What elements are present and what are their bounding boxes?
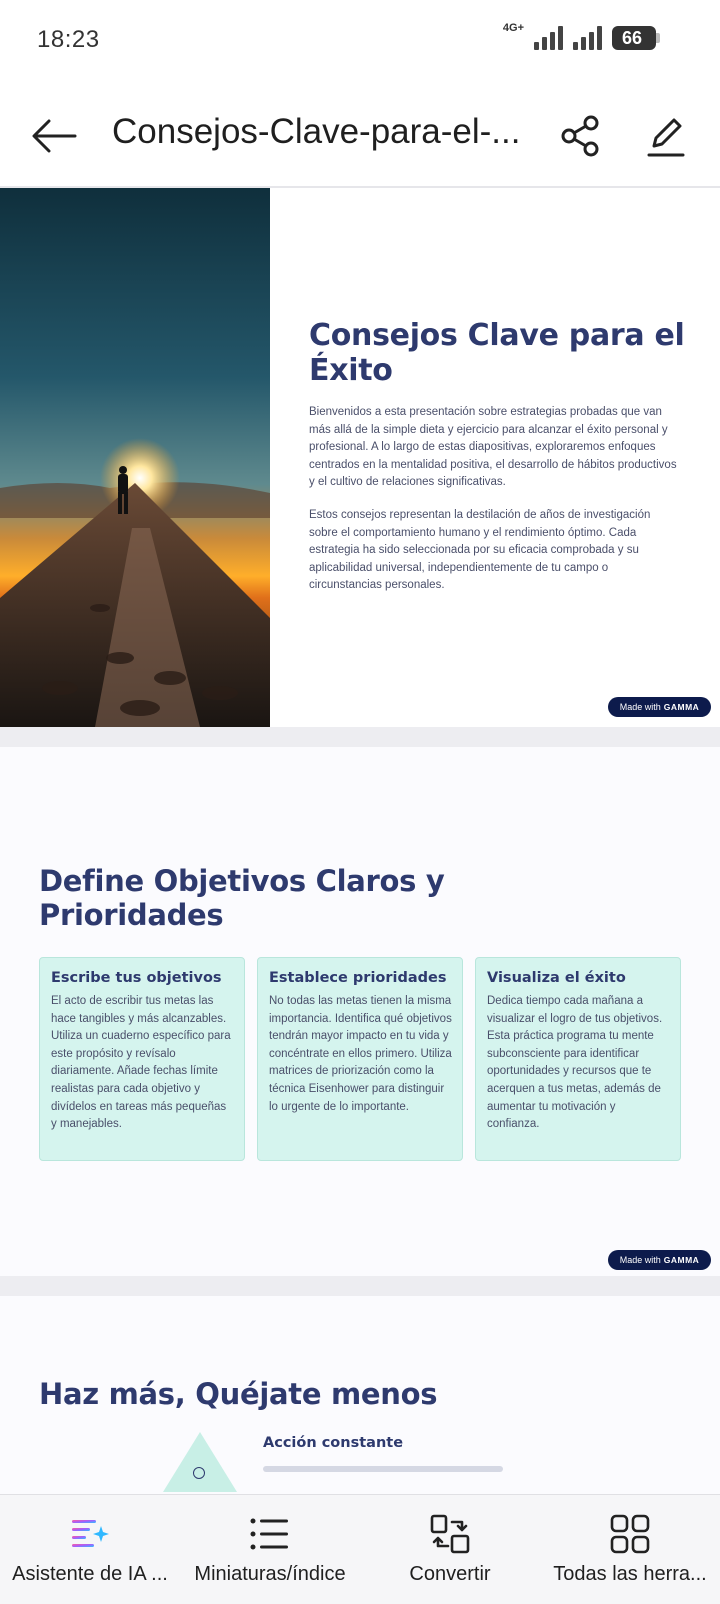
pencil-icon xyxy=(646,114,686,158)
slide-3-text-cutoff xyxy=(263,1466,503,1472)
slide-1-paragraph-1: Bienvenidos a esta presentación sobre estrategias probadas que van más allá de la simple dieta y ejercicio para alcanzar el éxito personal y profesional. A lo largo de estas diapositivas, exploraremos enfoques centrados en la mentalidad positiva, el desarrollo de hábitos productivos y el cultivo de relaciones significativas. xyxy=(309,406,677,489)
thumbnails-index-label: Miniaturas/índice xyxy=(194,1563,346,1585)
all-tools-button[interactable] xyxy=(540,1495,720,1604)
signal-icon xyxy=(534,26,563,50)
slide-2-title: Define Objetivos Claros y Prioridades xyxy=(39,864,445,932)
badge-prefix: Made with xyxy=(619,702,661,712)
card-body: El acto de escribir tus metas las hace tangibles y más alcanzables. Utiliza un cuaderno específico para este propósito y revísalo diariamente. Añade fechas límite realistas para cada objetivo y divídelos en tareas más pequeñas y manejables. xyxy=(51,995,231,1131)
bottom-toolbar xyxy=(0,1494,720,1604)
card-set-priorities xyxy=(257,957,463,1161)
card-title: Escribe tus objetivos xyxy=(51,970,222,986)
ai-assistant-label: Asistente de IA ... xyxy=(12,1563,168,1585)
slide-1-title: Consejos Clave para el Éxito xyxy=(309,318,685,388)
back-button[interactable] xyxy=(30,112,78,160)
arrow-left-icon xyxy=(31,118,77,154)
app-header xyxy=(0,84,720,186)
edit-button[interactable] xyxy=(640,110,692,162)
made-with-gamma-badge[interactable] xyxy=(608,697,711,717)
slide-3-subtitle: Acción constante xyxy=(263,1435,404,1451)
made-with-gamma-badge[interactable] xyxy=(608,1250,711,1270)
location-pin-icon xyxy=(193,1467,205,1479)
ai-assistant-button[interactable] xyxy=(0,1495,180,1604)
list-icon xyxy=(247,1511,293,1557)
status-icons xyxy=(502,22,656,50)
all-tools-label: Todas las herra... xyxy=(553,1563,707,1585)
status-time: 18:23 xyxy=(37,26,100,53)
hero-image xyxy=(0,188,270,727)
card-title: Establece prioridades xyxy=(269,970,447,986)
ai-assistant-icon xyxy=(67,1511,113,1557)
card-body: Dedica tiempo cada mañana a visualizar el logro de tus objetivos. Esta práctica programa tu mente subconsciente para identificar oportunidades y recursos que te acerquen a tus metas, además de aumentar tu motivación y confianza. xyxy=(487,995,663,1131)
card-title: Visualiza el éxito xyxy=(487,970,626,986)
slide-3 xyxy=(0,1296,720,1494)
badge-brand: GAMMA xyxy=(663,702,700,712)
card-body: No todas las metas tienen la misma importancia. Identifica qué objetivos tendrán mayor impacto en tu vida y concéntrate en ellos primero. Utiliza matrices de priorización como la técnica Eisenhower para distinguir lo urgente de lo importante. xyxy=(269,995,452,1113)
card-write-goals xyxy=(39,957,245,1161)
share-button[interactable] xyxy=(554,110,606,162)
status-bar xyxy=(0,0,720,84)
card-visualize-success xyxy=(475,957,681,1161)
slide-3-title: Haz más, Quéjate menos xyxy=(39,1377,438,1411)
thumbnails-index-button[interactable] xyxy=(180,1495,360,1604)
slide-2 xyxy=(0,747,720,1276)
badge-prefix: Made with xyxy=(619,1255,661,1265)
document-viewer[interactable] xyxy=(0,188,720,1494)
slide-1 xyxy=(0,188,720,727)
badge-brand: GAMMA xyxy=(663,1255,700,1265)
convert-icon xyxy=(427,1511,473,1557)
battery-icon xyxy=(612,26,656,50)
share-icon xyxy=(560,115,600,157)
network-type: 4G+ xyxy=(502,22,524,34)
battery-level: 66 xyxy=(622,27,643,48)
slide-1-paragraph-2: Estos consejos representan la destilación de años de investigación sobre el comportamiento humano y el rendimiento óptimo. Cada estrategia ha sido seleccionada por su eficacia comprobada y su aplicabilidad universal, independientemente de tu campo o circunstancias personales. xyxy=(309,509,651,592)
signal-icon-2 xyxy=(573,26,602,50)
convert-button[interactable] xyxy=(360,1495,540,1604)
triangle-shape xyxy=(163,1432,237,1492)
document-title: Consejos-Clave-para-el-... xyxy=(112,112,521,151)
grid-icon xyxy=(607,1511,653,1557)
convert-label: Convertir xyxy=(409,1563,491,1585)
